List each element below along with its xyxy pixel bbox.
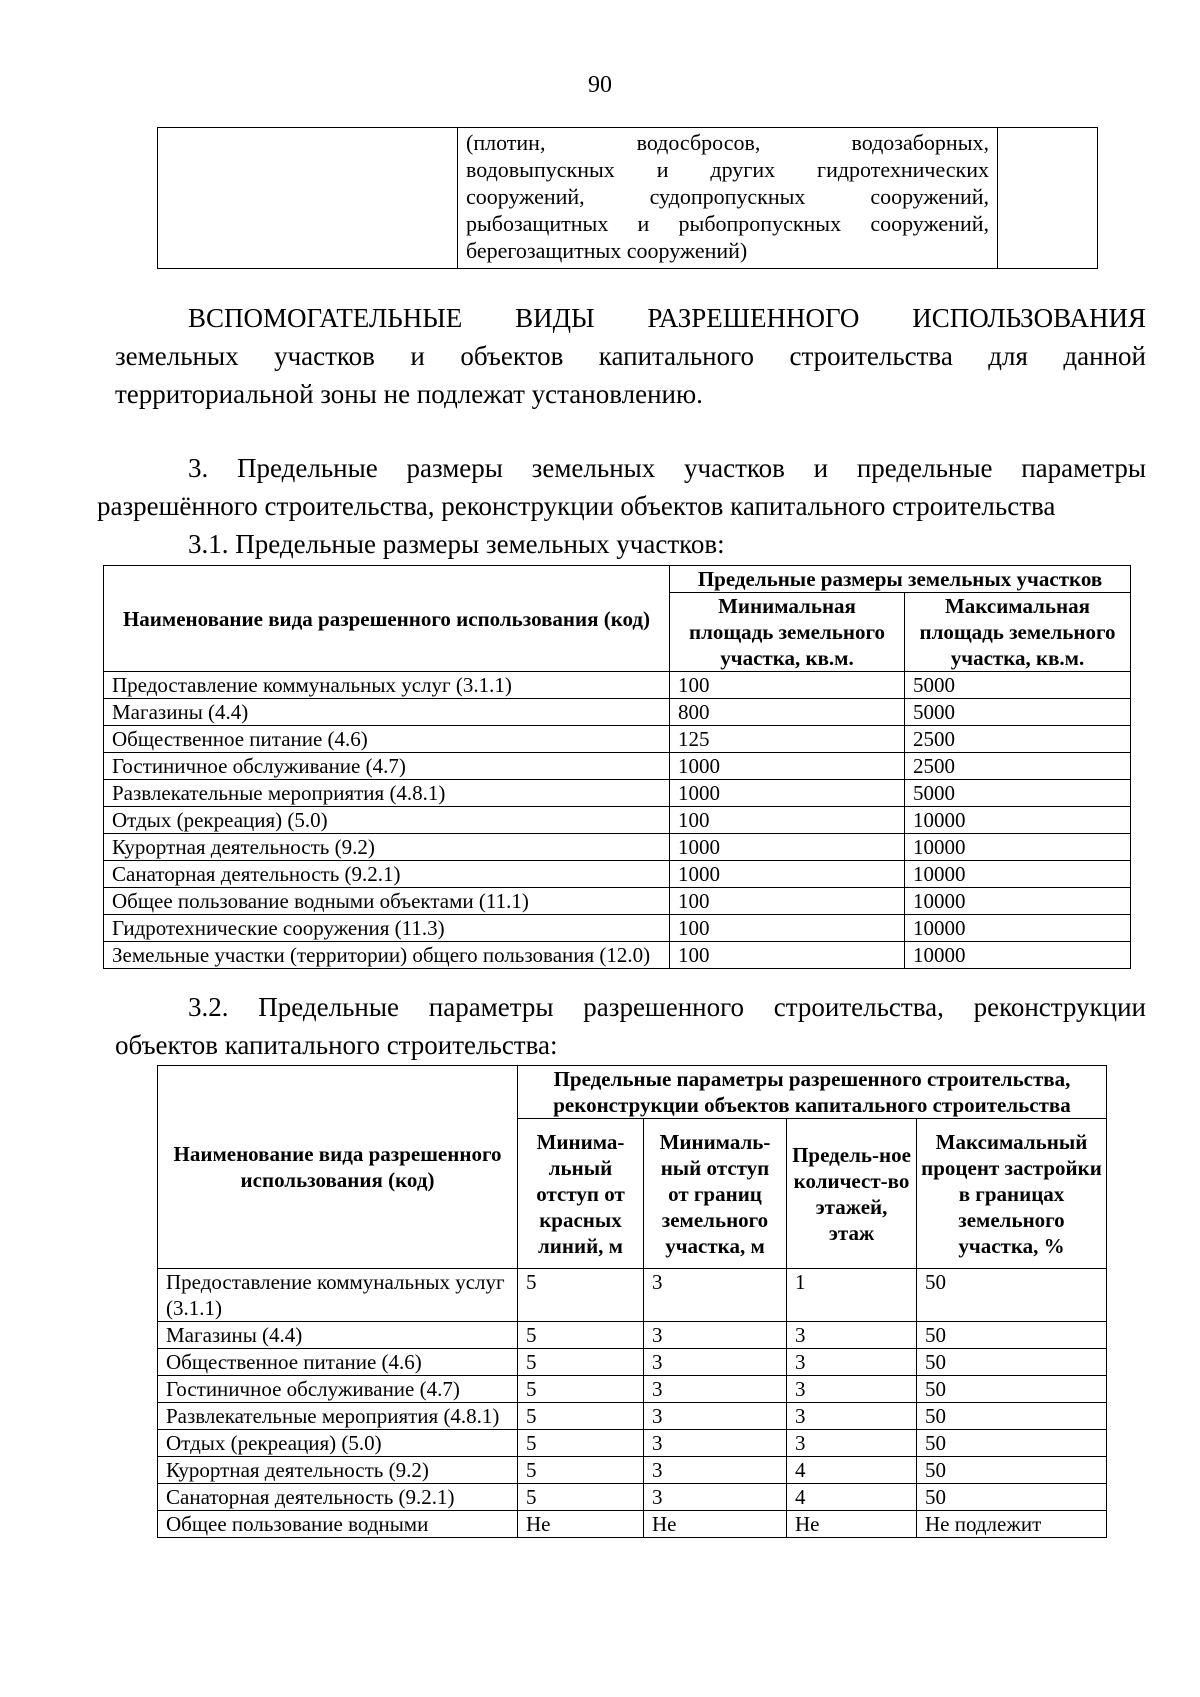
table-row [158, 1269, 1107, 1322]
red-line-setback-cell: 5 [518, 1430, 644, 1457]
use-name-cell: Гостиничное обслуживание (4.7) [104, 753, 670, 780]
max-area-cell: 10000 [905, 942, 1131, 969]
boundary-setback-cell: 3 [644, 1430, 787, 1457]
min-area-cell: 100 [670, 807, 905, 834]
table-row [158, 1349, 1107, 1376]
land-plot-size-table [103, 565, 1131, 969]
use-name-cell: Развлекательные мероприятия (4.8.1) [104, 780, 670, 807]
use-name-cell: Санаторная деятельность (9.2.1) [104, 861, 670, 888]
boundary-setback-cell: 3 [644, 1322, 787, 1349]
max-area-cell: 5000 [905, 699, 1131, 726]
table-row [104, 753, 1131, 780]
max-area-cell: 10000 [905, 915, 1131, 942]
header-group: Предельные размеры земельных участков [670, 566, 1131, 593]
table-row [104, 888, 1131, 915]
aux-line-2: земельных участков и объектов капитального строительства для данной [115, 341, 1146, 371]
table-row [104, 861, 1131, 888]
floors-cell: 3 [787, 1430, 917, 1457]
floors-cell: 3 [787, 1403, 917, 1430]
use-name-cell: Отдых (рекреация) (5.0) [104, 807, 670, 834]
table-row [158, 1484, 1107, 1511]
section-3-heading: 3. Предельные размеры земельных участков и предельные параметры [188, 453, 1146, 483]
table-row [158, 1430, 1107, 1457]
text-line: водовыпускных и других гидротехнических [466, 157, 989, 182]
table-row [158, 1376, 1107, 1403]
table-cell [158, 128, 458, 269]
red-line-setback-cell: 5 [518, 1349, 644, 1376]
section-3-2-heading-cont: объектов капитального строительства: [115, 1030, 558, 1060]
table-row [158, 1511, 1107, 1538]
coverage-percent-cell: 50 [917, 1349, 1107, 1376]
min-area-cell: 800 [670, 699, 905, 726]
min-area-cell: 125 [670, 726, 905, 753]
boundary-setback-cell: 3 [644, 1269, 787, 1322]
max-area-cell: 10000 [905, 861, 1131, 888]
max-area-cell: 10000 [905, 807, 1131, 834]
use-name-cell: Общественное питание (4.6) [158, 1349, 518, 1376]
min-area-cell: 100 [670, 888, 905, 915]
table-header-row [104, 566, 1131, 593]
section-3-1-title: 3.1. Предельные размеры земельных участков: [188, 529, 725, 559]
min-area-cell: 100 [670, 942, 905, 969]
red-line-setback-cell: 5 [518, 1269, 644, 1322]
use-name-cell: Санаторная деятельность (9.2.1) [158, 1484, 518, 1511]
floors-cell: Не [787, 1511, 917, 1538]
use-name-cell: Предоставление коммунальных услуг (3.1.1) [158, 1269, 518, 1322]
coverage-percent-cell: 50 [917, 1269, 1107, 1322]
boundary-setback-cell: 3 [644, 1457, 787, 1484]
table-row [104, 672, 1131, 699]
boundary-setback-cell: Не [644, 1511, 787, 1538]
min-area-cell: 1000 [670, 753, 905, 780]
table-row [104, 915, 1131, 942]
floors-cell: 4 [787, 1484, 917, 1511]
use-name-cell: Предоставление коммунальных услуг (3.1.1) [104, 672, 670, 699]
header-max-area: Максимальная площадь земельного участка, кв.м. [905, 593, 1131, 672]
min-area-cell: 100 [670, 915, 905, 942]
coverage-percent-cell: 50 [917, 1484, 1107, 1511]
red-line-setback-cell: Не [518, 1511, 644, 1538]
use-name-cell: Магазины (4.4) [158, 1322, 518, 1349]
floors-cell: 4 [787, 1457, 917, 1484]
floors-cell: 3 [787, 1376, 917, 1403]
max-area-cell: 10000 [905, 888, 1131, 915]
coverage-percent-cell: 50 [917, 1430, 1107, 1457]
construction-parameters-table [157, 1065, 1107, 1538]
red-line-setback-cell: 5 [518, 1484, 644, 1511]
continuation-table [157, 127, 1098, 269]
red-line-setback-cell: 5 [518, 1457, 644, 1484]
min-area-cell: 1000 [670, 780, 905, 807]
header-min-area: Минимальная площадь земельного участка, кв.м. [670, 593, 905, 672]
use-name-cell: Общественное питание (4.6) [104, 726, 670, 753]
red-line-setback-cell: 5 [518, 1322, 644, 1349]
use-name-cell: Магазины (4.4) [104, 699, 670, 726]
text-line: (плотин, водосбросов, водозаборных, [466, 130, 989, 155]
table-cell [998, 128, 1098, 269]
use-name-cell: Курортная деятельность (9.2) [158, 1457, 518, 1484]
coverage-percent-cell: 50 [917, 1403, 1107, 1430]
header-floors: Предель-ное количест-во этажей, этаж [787, 1119, 917, 1269]
max-area-cell: 2500 [905, 753, 1131, 780]
use-name-cell: Общее пользование водными объектами (11.1) [104, 888, 670, 915]
boundary-setback-cell: 3 [644, 1484, 787, 1511]
min-area-cell: 100 [670, 672, 905, 699]
header-coverage-percent: Максимальный процент застройки в границах земельного участка, % [917, 1119, 1107, 1269]
table-row [158, 1457, 1107, 1484]
min-area-cell: 1000 [670, 861, 905, 888]
use-name-cell: Гостиничное обслуживание (4.7) [158, 1376, 518, 1403]
aux-line-1: ВСПОМОГАТЕЛЬНЫЕ ВИДЫ РАЗРЕШЕННОГО ИСПОЛЬЗОВАНИЯ [188, 303, 1146, 333]
table-row [104, 942, 1131, 969]
table-row [104, 807, 1131, 834]
use-name-cell: Гидротехнические сооружения (11.3) [104, 915, 670, 942]
coverage-percent-cell: Не подлежит [917, 1511, 1107, 1538]
table-row [104, 699, 1131, 726]
header-boundary-setback: Минималь-ный отступ от границ земельного участка, м [644, 1119, 787, 1269]
table-row [158, 1403, 1107, 1430]
table-row [104, 834, 1131, 861]
text-line: берегозащитных сооружений) [466, 238, 748, 263]
boundary-setback-cell: 3 [644, 1376, 787, 1403]
max-area-cell: 2500 [905, 726, 1131, 753]
table-header-row [158, 1066, 1107, 1119]
table-cell [458, 128, 998, 269]
table-row [104, 726, 1131, 753]
section-3-2-heading: 3.2. Предельные параметры разрешенного строительства, реконструкции [188, 992, 1146, 1022]
text-line: сооружений, судопропускных сооружений, [466, 184, 989, 209]
use-name-cell: Отдых (рекреация) (5.0) [158, 1430, 518, 1457]
header-group: Предельные параметры разрешенного строительства, реконструкции объектов капитального строительства [518, 1066, 1107, 1119]
use-name-cell: Курортная деятельность (9.2) [104, 834, 670, 861]
red-line-setback-cell: 5 [518, 1403, 644, 1430]
coverage-percent-cell: 50 [917, 1322, 1107, 1349]
text-line: рыбозащитных и рыбопропускных сооружений, [466, 211, 989, 236]
header-name: Наименование вида разрешенного использования (код) [104, 566, 670, 672]
max-area-cell: 5000 [905, 672, 1131, 699]
floors-cell: 1 [787, 1269, 917, 1322]
table-row [104, 780, 1131, 807]
coverage-percent-cell: 50 [917, 1376, 1107, 1403]
table-row [158, 1322, 1107, 1349]
min-area-cell: 1000 [670, 834, 905, 861]
section-3-heading-cont: разрешённого строительства, реконструкции объектов капитального строительства [97, 491, 1056, 521]
header-name: Наименование вида разрешенного использования (код) [158, 1066, 518, 1269]
boundary-setback-cell: 3 [644, 1403, 787, 1430]
use-name-cell: Развлекательные мероприятия (4.8.1) [158, 1403, 518, 1430]
page-number: 90 [588, 72, 612, 98]
aux-line-3: территориальной зоны не подлежат установлению. [115, 379, 703, 409]
red-line-setback-cell: 5 [518, 1376, 644, 1403]
table-row [158, 128, 1098, 269]
header-red-line-setback: Минима-льный отступ от красных линий, м [518, 1119, 644, 1269]
boundary-setback-cell: 3 [644, 1349, 787, 1376]
use-name-cell: Земельные участки (территории) общего пользования (12.0) [104, 942, 670, 969]
use-name-cell: Общее пользование водными [158, 1511, 518, 1538]
max-area-cell: 10000 [905, 834, 1131, 861]
floors-cell: 3 [787, 1349, 917, 1376]
floors-cell: 3 [787, 1322, 917, 1349]
max-area-cell: 5000 [905, 780, 1131, 807]
coverage-percent-cell: 50 [917, 1457, 1107, 1484]
